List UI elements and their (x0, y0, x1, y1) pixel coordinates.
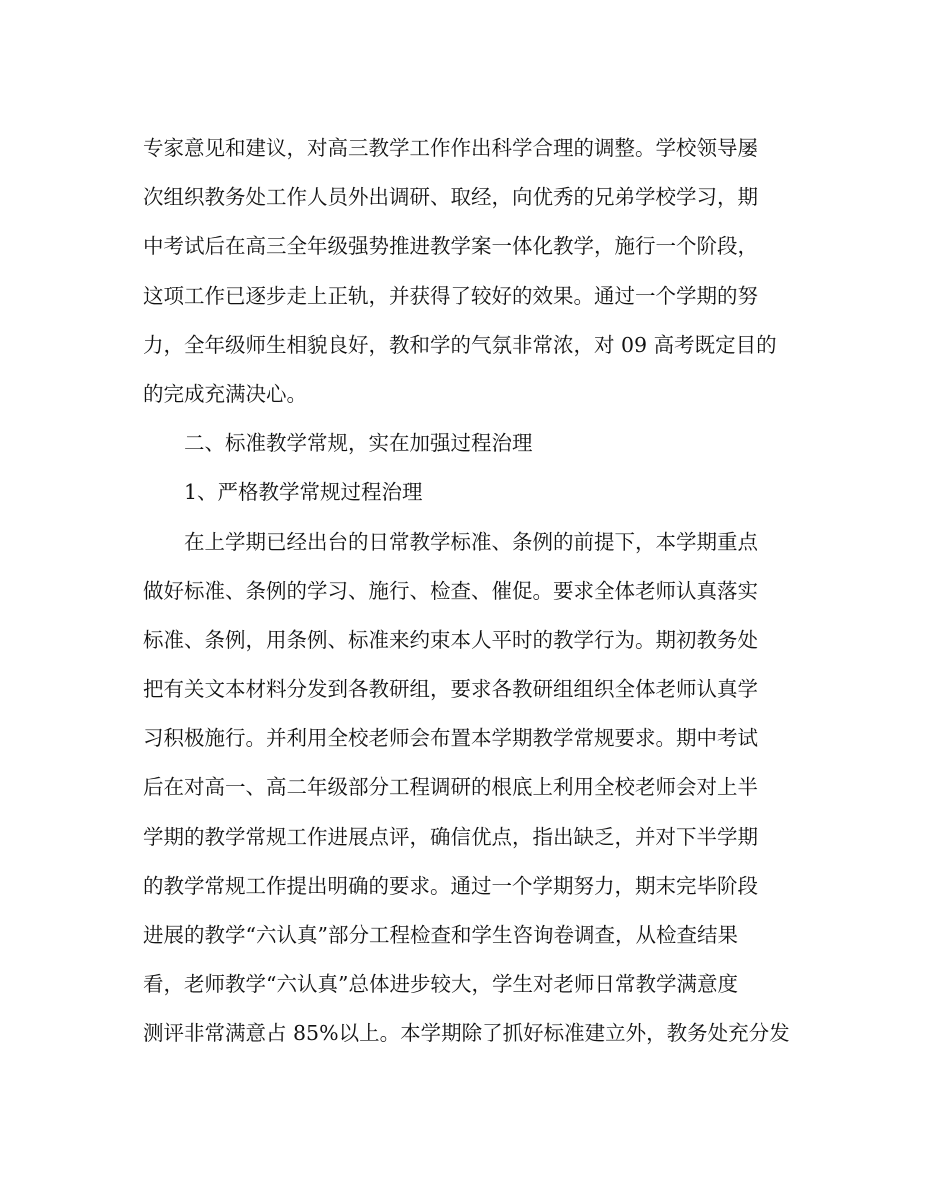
text-line: 进展的教学“六认真”部分工程检查和学生咨询卷调查，从检查结果 (143, 923, 738, 947)
text-line: 这项工作已逐步走上正轨，并获得了较好的效果。通过一个学期的努 (143, 283, 758, 308)
text-line: 二、标准教学常规，实在加强过程治理 (184, 431, 533, 456)
text-line: 次组织教务处工作人员外出调研、取经，向优秀的兄弟学校学习，期 (143, 185, 758, 210)
text-line: 在上学期已经出台的日常教学标准、条例的前提下，本学期重点 (184, 529, 758, 554)
paragraph (143, 518, 823, 1059)
text-line: 做好标准、条例的学习、施行、检查、催促。要求全体老师认真落实 (143, 578, 758, 603)
text-line: 学期的教学常规工作进展点评，确信优点，指出缺乏，并对下半学期 (143, 824, 758, 849)
text-line: 后在对高一、高二年级部分工程调研的根底上利用全校老师会对上半 (143, 775, 758, 800)
text-line: 专家意见和建议，对高三教学工作作出科学合理的调整。学校领导屡 (143, 136, 758, 160)
paragraph (143, 124, 823, 419)
text-line: 1、严格教学常规过程治理 (184, 480, 423, 505)
text-line: 的完成充满决心。 (143, 381, 307, 406)
section-heading (143, 419, 823, 468)
document-body (143, 124, 823, 1059)
text-line: 标准、条例，用条例、标准来约束本人平时的教学行为。期初教务处 (143, 627, 758, 652)
text-line: 中考试后在高三全年级强势推进教学案一体化教学，施行一个阶段， (143, 234, 758, 259)
text-line: 把有关文本材料分发到各教研组，要求各教研组组织全体老师认真学 (143, 677, 758, 702)
text-line: 习积极施行。并利用全校老师会布置本学期教学常规要求。期中考试 (143, 726, 758, 751)
text-line: 看，老师教学“六认真”总体进步较大，学生对老师日常教学满意度 (143, 972, 738, 997)
subsection-heading (143, 468, 823, 517)
text-line: 的教学常规工作提出明确的要求。通过一个学期努力，期末完毕阶段 (143, 873, 758, 898)
text-line: 测评非常满意占 85%以上。本学期除了抓好标准建立外，教务处充分发 (143, 1021, 790, 1046)
text-line: 力，全年级师生相貌良好，教和学的气氛非常浓，对 09 高考既定目的 (143, 332, 777, 357)
